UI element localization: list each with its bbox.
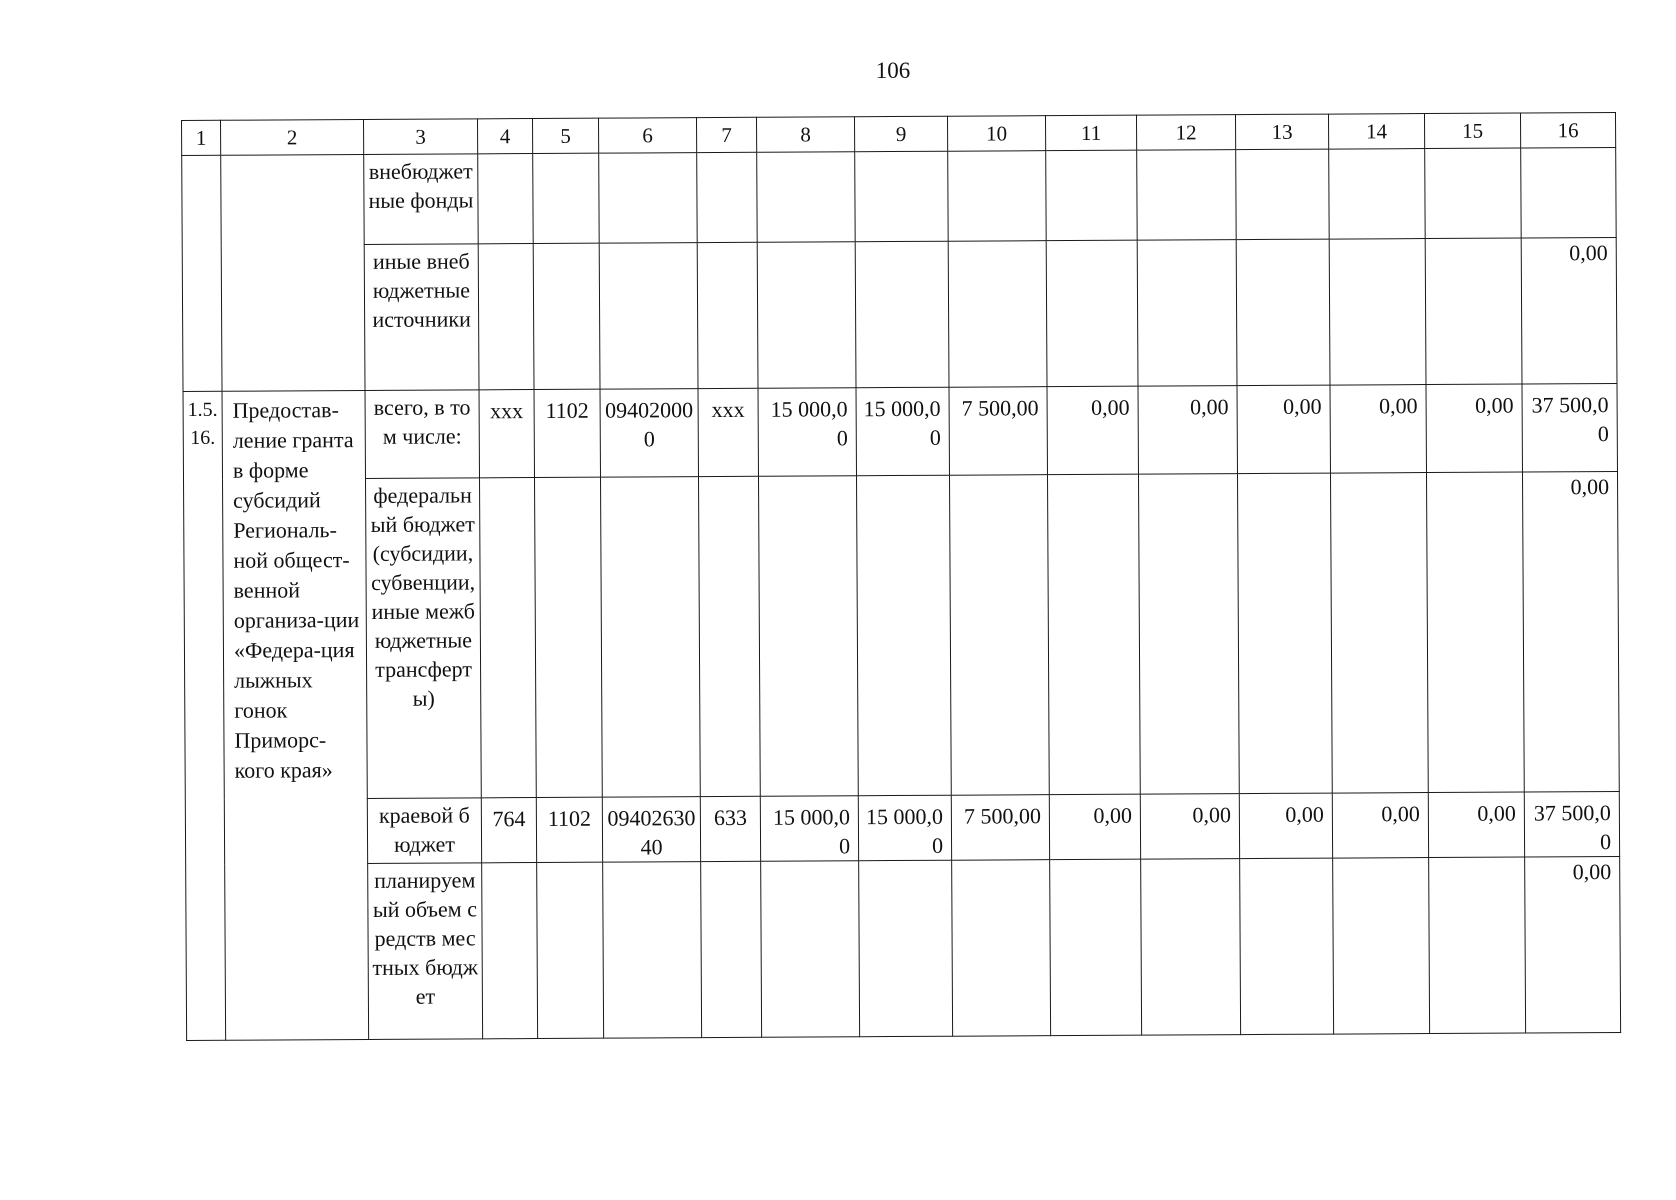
total-cell: 37 500,00 bbox=[1524, 791, 1619, 857]
header-cell: 10 bbox=[947, 116, 1045, 152]
table-cell: 0,00 bbox=[1332, 793, 1428, 859]
empty-cell bbox=[1047, 474, 1140, 795]
empty-cell bbox=[1240, 858, 1334, 1035]
empty-cell bbox=[599, 243, 698, 390]
empty-cell bbox=[533, 153, 600, 243]
empty-cell bbox=[1050, 859, 1142, 1036]
table-cell: 094020000 bbox=[600, 389, 698, 478]
empty-cell bbox=[599, 153, 698, 244]
table-cell: 7 500,00 bbox=[949, 387, 1047, 476]
source-cell: иные внебюджетные источники bbox=[364, 244, 479, 391]
empty-cell bbox=[1425, 148, 1522, 239]
budget-table bbox=[181, 112, 1621, 1041]
empty-cell bbox=[535, 477, 603, 797]
empty-cell bbox=[1138, 474, 1239, 795]
table-row bbox=[183, 383, 1617, 479]
empty-cell bbox=[1429, 857, 1526, 1034]
table-cell: 0,00 bbox=[1239, 793, 1332, 859]
table-row bbox=[185, 791, 1619, 864]
table-cell: 0,00 bbox=[1047, 386, 1138, 475]
empty-cell bbox=[949, 475, 1049, 796]
table-cell bbox=[221, 154, 365, 391]
empty-cell bbox=[482, 863, 538, 1039]
header-cell: 15 bbox=[1424, 113, 1520, 149]
empty-cell bbox=[1329, 149, 1426, 240]
table-cell: 1102 bbox=[534, 389, 600, 477]
empty-cell bbox=[761, 861, 860, 1038]
table-cell: 0,00 bbox=[1428, 792, 1524, 858]
table-cell: 633 bbox=[700, 796, 760, 861]
empty-cell bbox=[855, 151, 949, 242]
table-row bbox=[186, 856, 1621, 1040]
empty-cell bbox=[480, 478, 537, 798]
empty-cell bbox=[603, 862, 702, 1039]
empty-cell bbox=[757, 242, 856, 389]
header-cell: 5 bbox=[532, 118, 598, 153]
source-cell: внебюджетные фонды bbox=[364, 154, 479, 245]
header-cell: 8 bbox=[756, 117, 854, 153]
empty-cell bbox=[758, 476, 858, 797]
total-cell bbox=[1521, 147, 1617, 238]
table-cell: 15 000,00 bbox=[856, 387, 949, 476]
header-cell: 16 bbox=[1520, 112, 1615, 148]
table-cell: 0,00 bbox=[1138, 386, 1237, 475]
empty-cell bbox=[478, 154, 534, 244]
header-cell: 11 bbox=[1045, 115, 1136, 151]
empty-cell bbox=[855, 241, 949, 388]
header-cell: 1 bbox=[182, 120, 221, 155]
empty-cell bbox=[698, 476, 760, 796]
empty-cell bbox=[1426, 472, 1524, 793]
table-cell: 15 000,00 bbox=[758, 388, 856, 477]
budget-table-sheet bbox=[181, 112, 1621, 1041]
empty-cell bbox=[1329, 239, 1426, 386]
table-cell bbox=[182, 155, 222, 391]
page-number: 106 bbox=[875, 58, 911, 83]
header-cell: 14 bbox=[1328, 114, 1424, 150]
item-name: Предостав-ление гранта в форме субсидий Региональ-ной общест-венной организа-ции «Федера-ция лыжных гонок Приморс-кого края» bbox=[222, 390, 369, 1040]
total-cell: 0,00 bbox=[1525, 856, 1621, 1033]
table-cell: 0,00 bbox=[1237, 385, 1330, 474]
empty-cell bbox=[952, 860, 1051, 1037]
table-cell: 1102 bbox=[536, 797, 602, 862]
header-cell: 2 bbox=[221, 119, 364, 155]
empty-cell bbox=[1330, 473, 1428, 794]
empty-cell bbox=[1425, 238, 1522, 385]
table-cell: ххх bbox=[698, 388, 758, 476]
header-cell: 13 bbox=[1235, 114, 1328, 150]
table-row bbox=[184, 471, 1620, 799]
table-cell: 15 000,00 bbox=[858, 795, 951, 861]
header-cell: 3 bbox=[363, 119, 477, 155]
empty-cell bbox=[1141, 859, 1241, 1036]
empty-cell bbox=[1333, 858, 1430, 1035]
table-row bbox=[182, 147, 1616, 245]
table-cell: 0940263040 bbox=[602, 797, 700, 863]
empty-cell bbox=[1237, 473, 1332, 794]
empty-cell bbox=[1137, 150, 1237, 241]
total-cell: 37 500,00 bbox=[1522, 383, 1617, 472]
empty-cell bbox=[537, 862, 604, 1038]
table-cell: 0,00 bbox=[1330, 385, 1426, 474]
total-cell: 0,00 bbox=[1521, 237, 1617, 384]
table-cell: ххх bbox=[479, 390, 534, 478]
table-cell: 0,00 bbox=[1140, 794, 1239, 860]
empty-cell bbox=[948, 151, 1047, 242]
empty-cell bbox=[1236, 239, 1330, 386]
empty-cell bbox=[1137, 240, 1237, 387]
table-row bbox=[182, 237, 1617, 391]
empty-cell bbox=[697, 242, 758, 388]
header-cell: 7 bbox=[696, 117, 756, 152]
empty-cell bbox=[697, 152, 758, 242]
source-cell: федеральный бюджет (субсидии, субвенции, иные межбюджетные трансферты) bbox=[366, 478, 482, 799]
source-cell: всего, в том числе: bbox=[365, 390, 479, 479]
empty-cell bbox=[533, 243, 600, 389]
empty-cell bbox=[859, 860, 953, 1037]
header-cell: 9 bbox=[854, 116, 947, 152]
empty-cell bbox=[601, 477, 701, 798]
table-cell: 0,00 bbox=[1426, 384, 1522, 473]
empty-cell bbox=[856, 475, 951, 796]
empty-cell bbox=[1236, 149, 1330, 240]
empty-cell bbox=[948, 241, 1047, 388]
header-cell: 12 bbox=[1136, 115, 1235, 151]
empty-cell bbox=[757, 152, 856, 243]
source-cell: краевой бюджет bbox=[367, 798, 481, 864]
total-cell: 0,00 bbox=[1522, 471, 1619, 792]
table-cell: 7 500,00 bbox=[951, 795, 1049, 861]
item-number: 1.5.16. bbox=[183, 391, 226, 1040]
empty-cell bbox=[701, 861, 762, 1037]
table-cell: 0,00 bbox=[1049, 794, 1140, 860]
empty-cell bbox=[1046, 150, 1138, 241]
header-cell: 4 bbox=[477, 119, 532, 154]
table-cell: 15 000,00 bbox=[760, 796, 858, 862]
empty-cell bbox=[1046, 240, 1138, 387]
empty-cell bbox=[478, 244, 534, 390]
source-cell: планируемый объем средств местных бюджет bbox=[368, 863, 483, 1040]
header-cell: 6 bbox=[598, 118, 696, 154]
table-cell: 764 bbox=[481, 798, 536, 863]
